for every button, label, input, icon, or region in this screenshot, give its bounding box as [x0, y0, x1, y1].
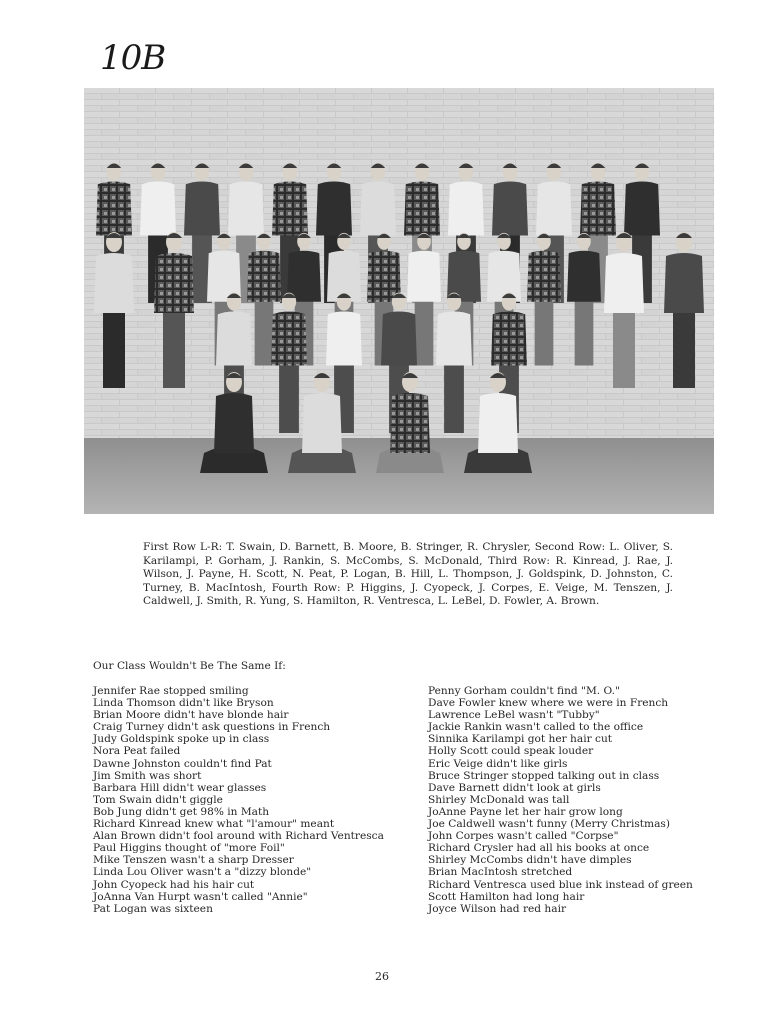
list-item: Jennifer Rae stopped smiling — [93, 685, 249, 697]
list-item: Brian MacIntosh stretched — [428, 866, 573, 879]
class-section-heading: Our Class Wouldn't Be The Same If: — [93, 660, 286, 672]
list-item: Sinnika Karilampi got her hair cut — [428, 733, 613, 746]
class-group-photo — [84, 88, 714, 514]
list-item: Nora Peat failed — [93, 745, 181, 758]
list-item: Scott Hamilton had long hair — [428, 890, 585, 903]
list-item: Joe Caldwell wasn't funny (Merry Christmas) — [428, 818, 670, 831]
list-item: Judy Goldspink spoke up in class — [93, 733, 270, 746]
list-item: JoAnna Van Hurpt wasn't called "Annie" — [93, 890, 308, 903]
page-number: 26 — [375, 970, 389, 983]
list-item: Brian Moore didn't have blonde hair — [93, 709, 289, 722]
list-item: Richard Kinread knew what "l'amour" meant — [93, 818, 335, 831]
list-item: Bruce Stringer stopped talking out in class — [428, 769, 660, 782]
handwritten-class-label: 10B — [100, 38, 166, 78]
list-item: Shirley McDonald was tall — [428, 793, 570, 806]
list-item: Linda Lou Oliver wasn't a "dizzy blonde" — [93, 866, 312, 879]
list-item: Penny Gorham couldn't find "M. O." — [428, 685, 620, 697]
list-item: Shirley McCombs didn't have dimples — [428, 854, 632, 867]
list-item: Dave Barnett didn't look at girls — [428, 781, 601, 794]
list-item: Lawrence LeBel wasn't "Tubby" — [428, 709, 600, 722]
list-item: Richard Ventresca used blue ink instead of green — [428, 878, 693, 891]
list-item: Bob Jung didn't get 98% in Math — [93, 805, 270, 818]
list-item: Paul Higgins thought of "more Foil" — [93, 842, 285, 855]
list-item: Holly Scott could speak louder — [428, 745, 594, 758]
list-item: Eric Veige didn't like girls — [428, 757, 568, 770]
list-item: Dawne Johnston couldn't find Pat — [93, 757, 272, 770]
list-item: Jackie Rankin wasn't called to the office — [428, 721, 644, 734]
list-item: John Cyopeck had his hair cut — [93, 878, 255, 891]
list-item: John Corpes wasn't called "Corpse" — [428, 830, 619, 843]
class-list-right — [428, 685, 693, 915]
list-item: Mike Tenszen wasn't a sharp Dresser — [93, 854, 294, 867]
list-item: Joyce Wilson had red hair — [428, 902, 567, 915]
list-item: Pat Logan was sixteen — [93, 902, 213, 915]
photo-caption: First Row L-R: T. Swain, D. Barnett, B. Moore, B. Stringer, R. Chrysler, Second Row: L. Oliver, S. Karilampi, P. Gorham, J. Rankin, S. McCombs, S. McDonald, Third Row: R. Kinread, J. Rae, J. Wilson, J. Payne, H. Scott, N. Peat, P. Logan, B. Hill, L. Thompson, J. Goldspink, D. Johnston, C. Turney, B. MacIntosh, Fourth Row: P. Higgins, J. Cyopeck, J. Corpes, E. Veige, M. Tenszen, J. Caldwell, J. Smith, R. Yung, S. Hamilton, R. Ventresca, L. LeBel, D. Fowler, A. Brown. — [143, 541, 673, 608]
list-item: Alan Brown didn't fool around with Richard Ventresca — [93, 830, 384, 843]
list-item: Dave Fowler knew where we were in French — [428, 697, 669, 710]
class-photo-image — [84, 88, 714, 514]
list-item: Barbara Hill didn't wear glasses — [93, 781, 267, 794]
list-item: Linda Thomson didn't like Bryson — [93, 697, 274, 710]
list-item: Craig Turney didn't ask questions in French — [93, 721, 331, 734]
list-item: JoAnne Payne let her hair grow long — [428, 805, 623, 818]
list-item: Richard Crysler had all his books at once — [428, 842, 650, 855]
list-item: Tom Swain didn't giggle — [93, 793, 223, 806]
list-item: Jim Smith was short — [93, 769, 202, 782]
class-list-left — [93, 685, 384, 915]
